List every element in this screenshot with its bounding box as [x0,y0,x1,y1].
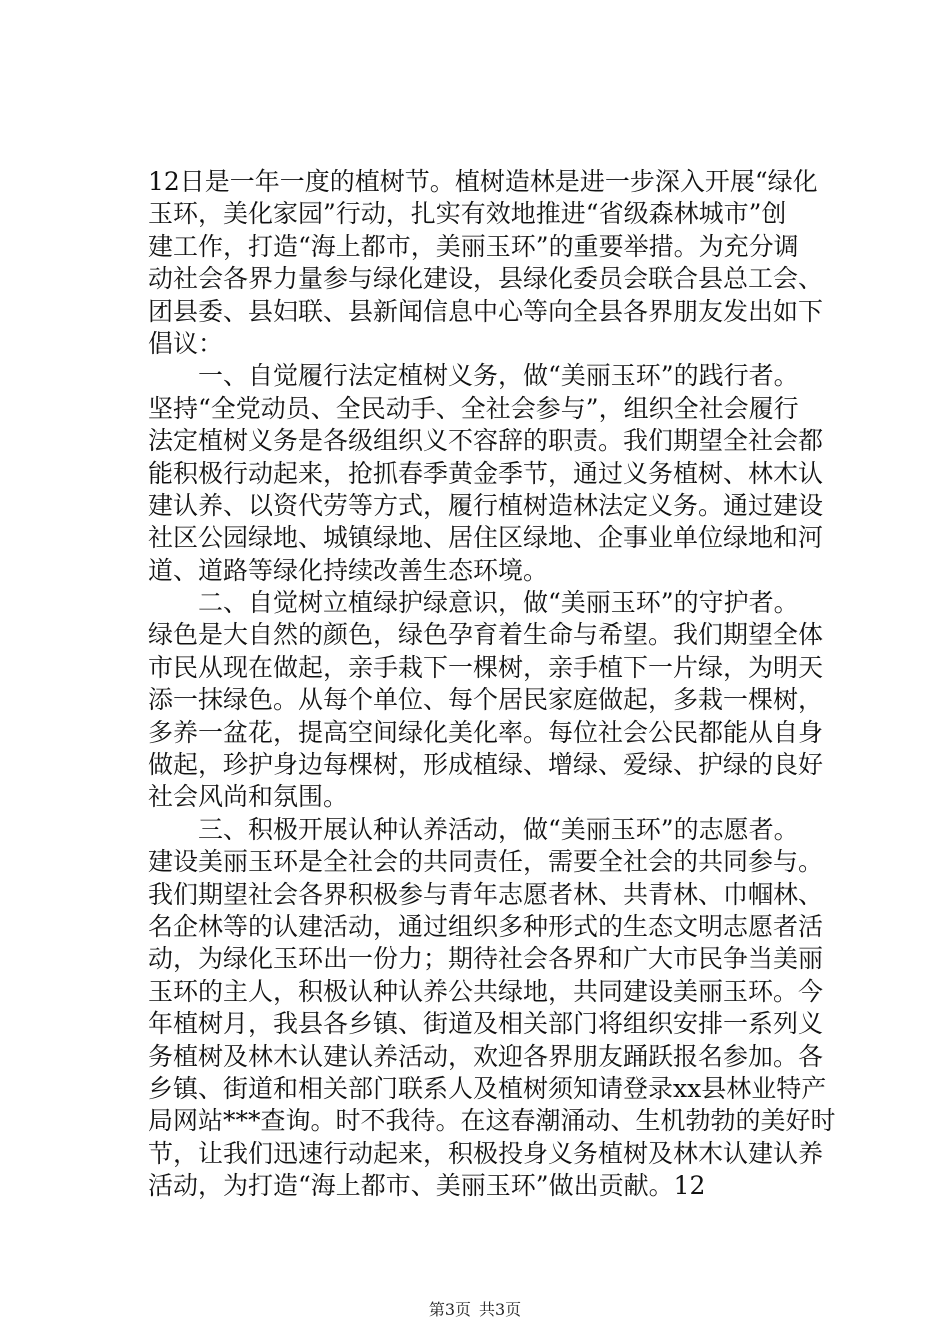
text-line: 玉环，美化家园”行动，扎实有效地推进“省级森林城市”创 [148,199,787,229]
text-line: 动，为绿化玉环出一份力；期待社会各界和广大市民争当美丽 [148,944,824,974]
text-line: 名企林等的认建活动，通过组织多种形式的生态文明志愿者活 [148,911,824,941]
text-line: 多养一盆花，提高空间绿化美化率。每位社会公民都能从自身 [148,717,824,747]
document-body [148,166,836,1203]
text-line: 团县委、县妇联、县新闻信息中心等向全县各界朋友发出如下 [148,296,824,326]
text-line: 年植树月，我县各乡镇、街道及相关部门将组织安排一系列义 [148,1009,824,1039]
text-line: 能积极行动起来，抢抓春季黄金季节，通过义务植树、林木认 [148,458,824,488]
text-line: 12日是一年一度的植树节。植树造林是进一步深入开展“绿化 [148,167,818,196]
text-line: 玉环的主人，积极认种认养公共绿地，共同建设美丽玉环。今 [148,976,824,1006]
text-line: 动社会各界力量参与绿化建设，县绿化委员会联合县总工会、 [148,264,824,294]
text-line: 务植树及林木认建认养活动，欢迎各界朋友踊跃报名参加。各 [148,1041,824,1071]
text-line: 建工作，打造“海上都市，美丽玉环”的重要举措。为充分调 [148,231,799,261]
text-line: 社会风尚和氛围。 [148,782,349,812]
text-line: 节，让我们迅速行动起来，积极投身义务植树及林木认建认养 [148,1138,824,1168]
text-line: 局网站***查询。时不我待。在这春潮涌动、生机勃勃的美好时 [148,1106,836,1136]
text-line: 社区公园绿地、城镇绿地、居住区绿地、企事业单位绿地和河 [148,523,824,553]
text-line: 做起，珍护身边每棵树，形成植绿、增绿、爱绿、护绿的良好 [148,750,824,780]
text-line: 建认养、以资代劳等方式，履行植树造林法定义务。通过建设 [148,490,824,520]
text-line: 我们期望社会各界积极参与青年志愿者林、共青林、巾帼林、 [148,879,824,909]
text-line: 活动，为打造“海上都市、美丽玉环”做出贡献。12 [148,1171,706,1201]
text-line: 添一抹绿色。从每个单位、每个居民家庭做起，多栽一棵树， [148,685,824,715]
page-number: 第3页 [428,1300,471,1319]
text-line: 建设美丽玉环是全社会的共同责任，需要全社会的共同参与。 [148,847,824,877]
section-heading-line: 一、自觉履行法定植树义务，做“美丽玉环”的践行者。 [148,361,799,391]
text-line: 倡议： [148,328,224,358]
text-line: 绿色是大自然的颜色，绿色孕育着生命与希望。我们期望全体 [148,620,824,650]
text-line: 法定植树义务是各级组织义不容辞的职责。我们期望全社会都 [148,426,824,456]
text-line: 市民从现在做起，亲手栽下一棵树，亲手植下一片绿，为明天 [148,652,824,682]
section-heading-line: 二、自觉树立植绿护绿意识，做“美丽玉环”的守护者。 [148,588,799,618]
text-line: 道、道路等绿化持续改善生态环境。 [148,555,549,585]
page-total: 共3页 [479,1300,522,1319]
page-footer [0,1300,950,1320]
section-heading-line: 三、积极开展认种认养活动，做“美丽玉环”的志愿者。 [148,814,799,844]
text-line: 坚持“全党动员、全民动手、全社会参与”，组织全社会履行 [148,393,799,423]
text-line: 乡镇、街道和相关部门联系人及植树须知请登录xx县林业特产 [148,1073,827,1103]
